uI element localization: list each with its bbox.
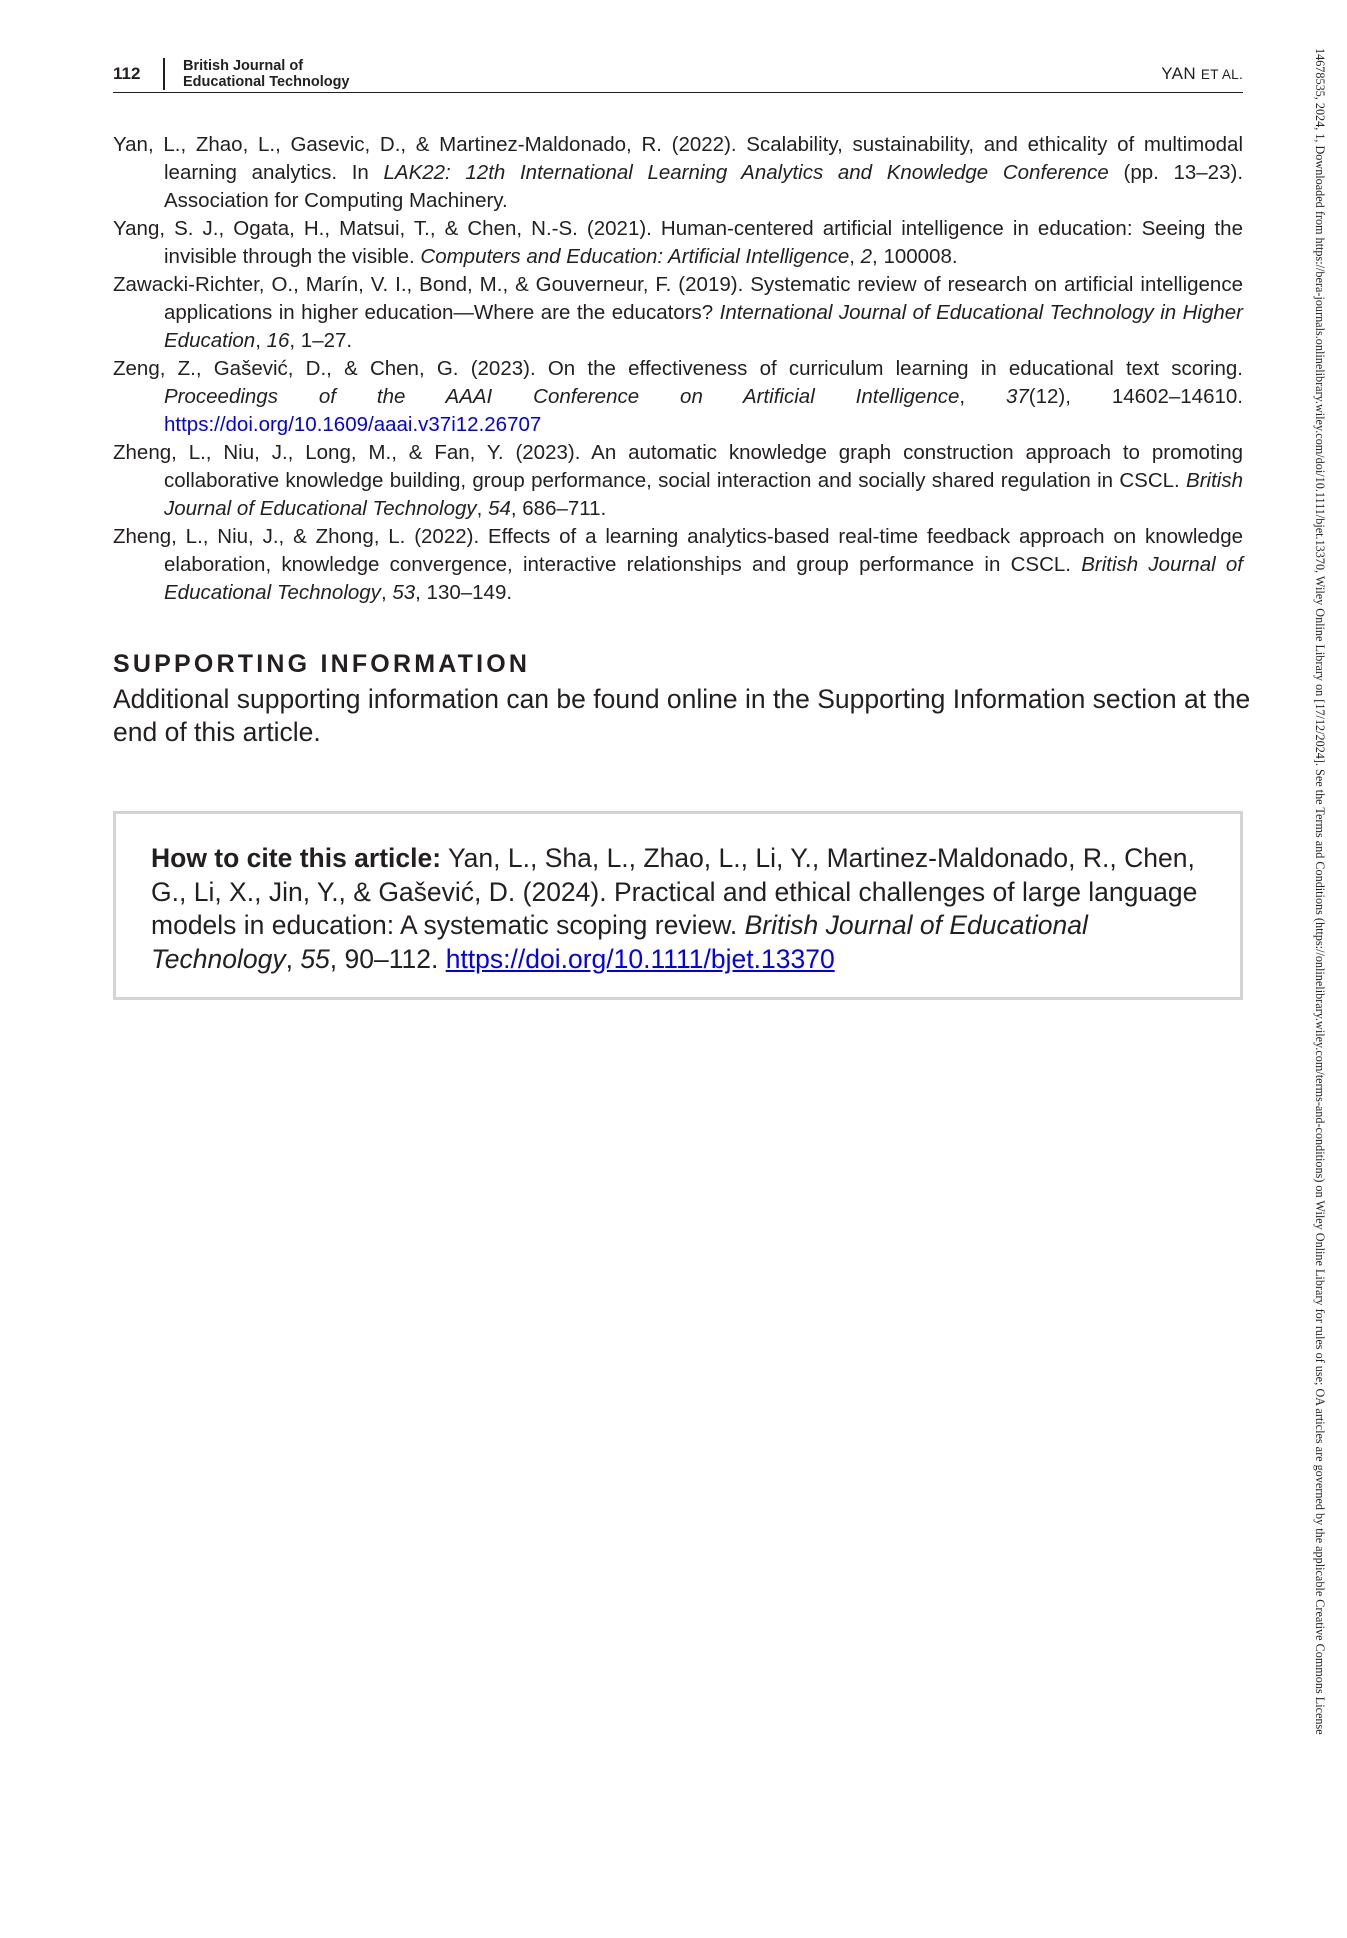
reference-source: Computers and Education: Artificial Intelligence: [420, 245, 850, 268]
citation-label: How to cite this article:: [151, 843, 442, 873]
reference-doi-link[interactable]: https://doi.org/10.1609/aaai.v37i12.26707: [164, 413, 542, 436]
section-heading: SUPPORTING INFORMATION: [113, 650, 531, 678]
reference-authors-title: Zheng, L., Niu, J., Long, M., & Fan, Y. (2023). An automatic knowledge graph construction approach to promoting collaborative knowledge building, group performance, social interaction and socially shared regulation in CSCL.: [113, 441, 1243, 492]
reference-source: British Journal of Educational Technology: [164, 553, 1243, 604]
reference-item: [113, 439, 1243, 523]
citation-box: [113, 811, 1243, 1000]
reference-item: [113, 271, 1243, 355]
reference-item: [113, 131, 1243, 215]
reference-item: [113, 523, 1243, 607]
page-header: [113, 58, 1243, 93]
reference-sep: ,: [849, 245, 861, 268]
reference-authors-title: Yang, S. J., Ogata, H., Matsui, T., & Chen, N.-S. (2021). Human-centered artificial intelligence in education: Seeing the invisible through the visible.: [113, 217, 1243, 268]
reference-pages: , 130–149.: [415, 581, 513, 604]
reference-volume: 54: [488, 497, 511, 520]
running-head-author: YAN: [1161, 64, 1196, 83]
citation-body: Yan, L., Sha, L., Zhao, L., Li, Y., Martinez-Maldonado, R., Chen, G., Li, X., Jin, Y., & Gašević, D. (2024). Practical and ethical challenges of large language models in education: A systematic scoping review.: [151, 843, 1198, 940]
reference-pages: , 1–27.: [289, 329, 353, 352]
reference-volume: 37: [1005, 385, 1029, 408]
running-head-et-al: ET AL.: [1200, 67, 1243, 82]
reference-item: [113, 215, 1243, 271]
reference-sep: ,: [380, 581, 393, 604]
journal-name-line2: Educational Technology: [183, 74, 350, 90]
reference-item: [113, 355, 1243, 439]
reference-authors-title: Zawacki-Richter, O., Marín, V. I., Bond, M., & Gouverneur, F. (2019). Systematic review of research on artificial intelligence applications in higher education—Where are the educators?: [113, 273, 1243, 324]
reference-sep: ,: [476, 497, 489, 520]
reference-authors-title: Yan, L., Zhao, L., Gasevic, D., & Martinez-Maldonado, R. (2022). Scalability, sustainability, and ethicality of multimodal learning analytics. In: [113, 133, 1243, 184]
reference-pages: (12), 14602–14610.: [1028, 385, 1243, 408]
reference-sep: ,: [255, 329, 267, 352]
reference-source: International Journal of Educational Technology in Higher Education: [164, 301, 1243, 352]
reference-list: [113, 131, 1243, 607]
reference-volume: 2: [860, 245, 873, 268]
citation-doi-link[interactable]: https://doi.org/10.1111/bjet.13370: [445, 943, 835, 974]
journal-name-line1: British Journal of: [183, 58, 304, 74]
page-number: 112: [113, 64, 141, 83]
reference-volume: 53: [392, 581, 416, 604]
download-notice: 14678535, 2024, 1, Downloaded from https://bera-journals.onlinelibrary.wiley.com/doi/10.1111/bjet.13370, Wiley Online Library on [17/12/2024]. See the Terms and Conditions (https://onlinelibrary.wiley.com/terms-and-conditions) on Wiley Online Library for rules of use; OA articles are governed by the applicable Creative Commons License: [1313, 48, 1327, 1735]
reference-details: (pp. 13–23). Association for Computing Machinery.: [164, 161, 1244, 212]
reference-sep: ,: [959, 385, 1006, 408]
citation-text: [151, 842, 1211, 976]
reference-volume: 16: [266, 329, 290, 352]
reference-source: British Journal of Educational Technology: [164, 469, 1243, 520]
section-body-text: Additional supporting information can be found online in the Supporting Information section at the end of this article.: [113, 684, 1251, 747]
journal-name: [183, 58, 350, 90]
reference-pages: , 686–711.: [510, 497, 607, 520]
citation-volume: 55: [300, 943, 330, 974]
reference-authors-title: Zeng, Z., Gašević, D., & Chen, G. (2023). On the effectiveness of curriculum learning in educational text scoring.: [113, 357, 1243, 380]
reference-pages: , 100008.: [872, 245, 958, 268]
citation-pages: , 90–112.: [329, 943, 446, 974]
citation-sep: ,: [285, 943, 301, 974]
reference-source: LAK22: 12th International Learning Analytics and Knowledge Conference: [383, 161, 1109, 184]
reference-source: Proceedings of the AAAI Conference on Artificial Intelligence: [164, 385, 960, 408]
citation-journal: British Journal of Educational Technology: [151, 910, 1088, 974]
running-head: [1161, 64, 1243, 84]
header-divider: [163, 58, 165, 90]
reference-authors-title: Zheng, L., Niu, J., & Zhong, L. (2022). Effects of a learning analytics-based real-time feedback approach on knowledge elaboration, knowledge convergence, interactive relationships and group performance in CSCL.: [113, 525, 1243, 576]
